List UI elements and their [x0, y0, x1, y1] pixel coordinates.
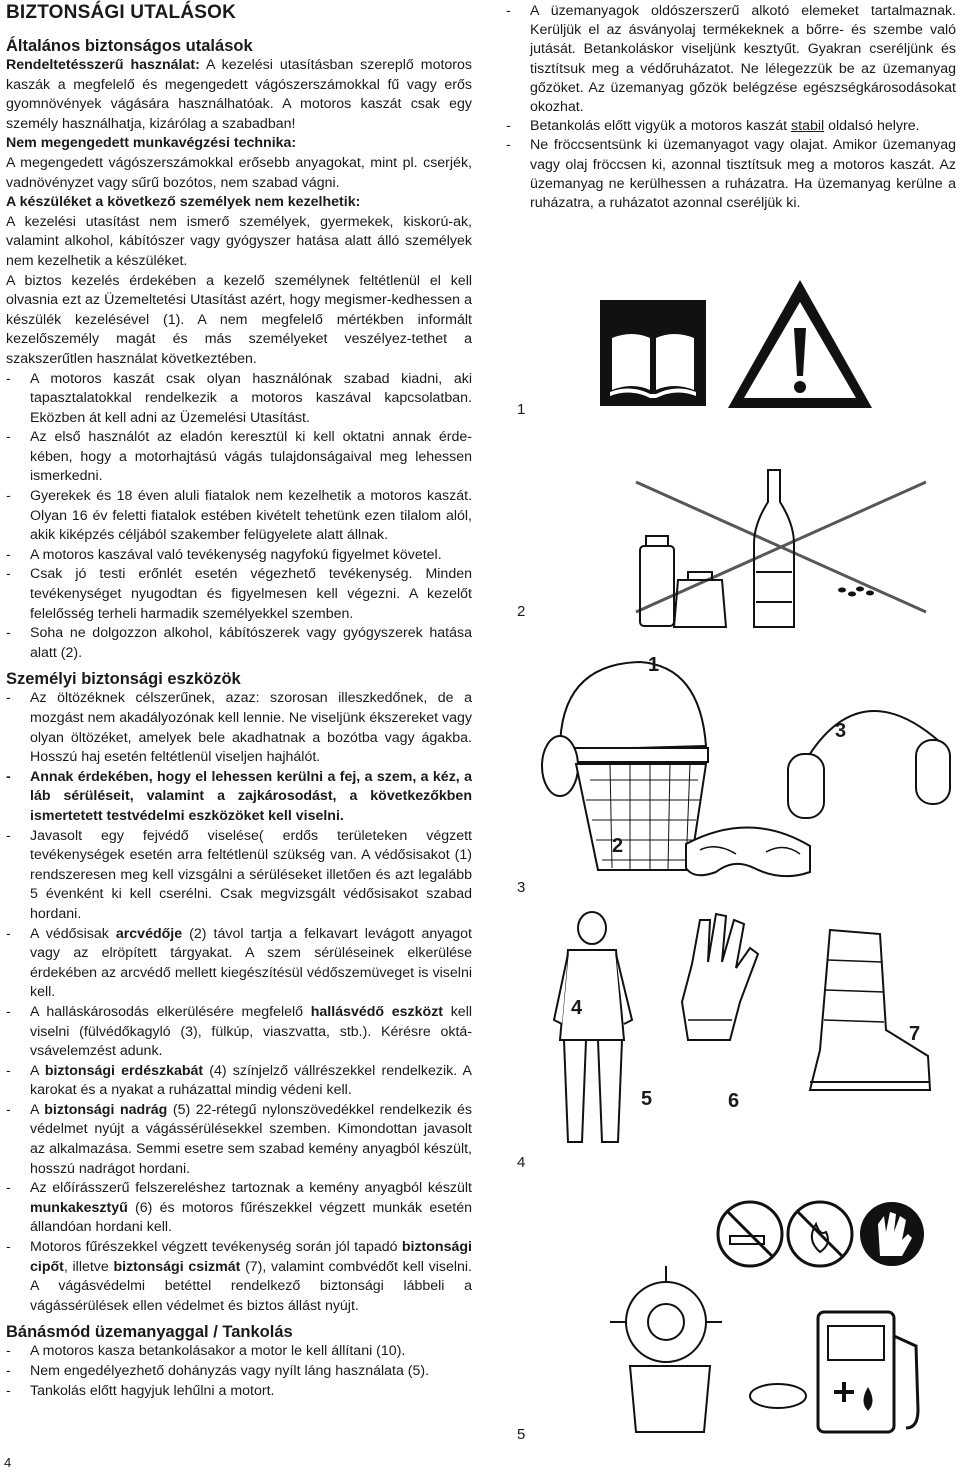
callout-2: 2 — [612, 835, 624, 857]
medicine-bottle-icon — [640, 536, 726, 627]
list-item: - Motoros fűrészekkel végzett tevékenység során jól tapadó biztonsági cipőt, illetve biztonsági csizmát (7), valamint combvédőt kell viselni. A vágásvédelmi betéttel rendelkező biztonsági lábbeli a vágássérülések ellen védelmet és biztos állást nyújt. — [6, 1239, 472, 1314]
no-smoking-icon — [718, 1202, 782, 1266]
list-item: - A biztonsági erdészkabát (4) színjelző vállrészekkel rendelkezik. A karokat és a nyakat a ruházattal mindig védeni kell. — [6, 1062, 472, 1099]
figure-3-label: 3 — [517, 879, 526, 896]
figure-4-label: 4 — [517, 1154, 526, 1171]
safety-reading-text: A biztos kezelés érdekében a kezelő személynek feltétlenül el kell olvasnia ezt az Üzemeltetési Utasítást azért, hogy megismer-kedhessen a készülék kezelésével (1). A nem megfelelő mértékben informált kezelőszemély magát és más személyeket veszélyez-tethet a szakszerűtlen használat következtében. — [6, 272, 472, 367]
worker-icon — [554, 912, 632, 1142]
right-column — [506, 2, 956, 213]
pills-icon — [838, 587, 874, 597]
list-item: - Tankolás előtt hagyjuk lehűlni a motort. — [6, 1382, 275, 1399]
goggles-icon — [686, 827, 810, 876]
figure-2-label: 2 — [517, 603, 526, 620]
list-item: - Csak jó testi erőnlét esetén végezhető tevékenység. Minden tevékenységet nyugodtan és figyelmesen kell végezni. A kezelőt felelősség terheli harmadik személyekkel szemben. — [6, 566, 472, 622]
fuel-handling-heading: Bánásmód üzemanyaggal / Tankolás — [6, 1323, 293, 1342]
figure-5-label: 5 — [517, 1426, 526, 1443]
list-item: - A védősisak arcvédője (2) távol tartja a felkavart levágott anyagot vagy az elröpített tárgyakat. A szem sérüléseinek elkerülése érdekében az arcvédő mellett kiegészítésül védőszemüveget is viselni kell. — [6, 925, 472, 1001]
left-column — [6, 2, 472, 1401]
callout-4: 4 — [571, 997, 583, 1019]
manual-warning-figure — [590, 268, 880, 418]
wear-gloves-icon — [860, 1202, 924, 1266]
warning-icon — [728, 280, 872, 408]
list-item: - A motoros kaszát csak olyan használónak szabad kiadni, aki tapasztalatokkal rendelkezik a motoros kaszával kapcsolatban. Eközben át kell adni az Üzemelési Utasítást. — [6, 370, 472, 426]
general-safety-list — [6, 370, 472, 664]
ppe-heading: Személyi biztonsági eszközök — [6, 670, 241, 689]
restricted-persons-heading: A készüléket a következő személyek nem kezelhetik: — [6, 194, 361, 211]
list-item: - A üzemanyagok oldószerszerű alkotó elemeket tartalmaznak. Kerüljük el az ásványolaj termékeknek a bőrre- és szembe való jutását. Betankoláskor viseljünk kesztyűt. Gyakran cseréljünk és tisztítsuk meg a védőruházatot. Ne lélegezzük be az üzemanyag gőzöket. Az üzemanyag gőzök belégzése egészségkárosodásokat okozhat. — [506, 3, 956, 116]
list-item: - A motoros kaszával való tevékenység nagyfokú figyelmet követel. — [6, 546, 442, 563]
intended-use-paragraph — [6, 56, 472, 134]
helmet-visor-icon — [542, 662, 708, 870]
engine-icon — [610, 1266, 806, 1432]
ppe-body-figure — [540, 910, 940, 1150]
callout-3: 3 — [835, 720, 847, 742]
figure-1-label: 1 — [517, 401, 526, 418]
list-item: - A halláskárosodás elkerülésére megfelelő hallásvédő eszközt kell viselni (fülvédőkagyló (3), fülkúp, viaszvatta, stb.). Kérésre oktá-vsávelemzést adunk. — [6, 1003, 473, 1060]
glove-icon — [682, 914, 758, 1040]
fueling-figure — [600, 1196, 940, 1456]
intended-use-lead: Rendeltetésszerű használat: — [6, 57, 200, 73]
list-item: - Gyerekek és 18 éven aluli fiatalok nem kezelhetik a motoros kaszát. Olyan 16 év feletti fiatalok estében kivételt tehetünk ezen tilalom alól, akik kiképzés céljából szakember felügyelete alatt állnak. — [6, 488, 472, 544]
callout-1: 1 — [648, 654, 660, 676]
callout-5: 5 — [641, 1088, 653, 1110]
ppe-list — [6, 689, 472, 1316]
no-open-flame-icon — [788, 1202, 852, 1266]
list-item: - Betankolás előtt vigyük a motoros kaszát stabil oldalsó helyre. — [506, 118, 920, 135]
intended-use-text: A kezelési utasításban szereplő motoros kaszák a megfelelő és megengedett vágószerszámokkal fű vagy erős gyomnövények vágására használhatóak. A motoros kaszát csak egy személy használhatja, kizárólag a szabadban! — [6, 57, 472, 132]
fuel-pump-icon — [818, 1312, 918, 1432]
list-item: - Az első használót az eladón keresztül ki kell oktatni annak érde-kében, hogy a motorhajtású vágás tulajdonságaival meg lehessen ismerkedni. — [6, 429, 472, 485]
list-item: - A biztonsági nadrág (5) 22-rétegű nylonszövedékkel rendelkezik és védelmet nyújt a vágássérülésekkel szemben. Kimondottan javasolt az alkalmazása. Semmi esetre sem szabad kemény anyagból készült, hosszú nadrágot hordani. — [6, 1101, 472, 1177]
no-alcohol-figure — [630, 462, 930, 632]
callout-7: 7 — [909, 1023, 921, 1045]
boot-icon — [810, 930, 930, 1090]
list-item: - Soha ne dolgozzon alkohol, kábítószerek vagy gyógyszerek hatása alatt (2). — [6, 625, 472, 661]
forbidden-technique-text: A megengedett vágószerszámokkal erősebb anyagokat, mint pl. cserjék, vadnövényzet vagy sűrű bozótos, nem szabad vágni. — [6, 154, 472, 191]
general-safety-heading: Általános biztonságos utalások — [6, 37, 253, 55]
list-item: - Az előírásszerű felszereléshez tartoznak a kemény anyagból készült munkakesztyű (6) és motoros fűrészekkel végzett munkák esetén állandóan hordani kell. — [6, 1180, 472, 1236]
list-item: - Annak érdekében, hogy el lehessen kerülni a fej, a szem, a kéz, a láb sérüléseit, valamint a zajkárosodást, a következőkben ismertetett testvédelmi eszközöket kell viselni. — [6, 768, 472, 824]
list-item: - A motoros kasza betankolásakor a motor le kell állítani (10). — [6, 1343, 406, 1360]
forbidden-technique-heading: Nem megengedett munkavégzési technika: — [6, 135, 297, 152]
callout-6: 6 — [728, 1090, 740, 1112]
fuel-list — [6, 1342, 472, 1401]
list-item: - Ne fröccsentsünk ki üzemanyagot vagy olajat. Amikor üzemanyag vagy olaj fröccsen ki, azonnal tisztítsuk meg a motoros kaszát. Az üzemanyag ne kerülhessen a ruházatra. Ha üzemanyag kerülne a ruházatra, a ruházatot azonnal cseréljük ki. — [506, 137, 956, 212]
restricted-persons-text: A kezelési utasítást nem ismerő személyek, gyermekek, kiskorú-ak, valamint alkohol, kábítószer vagy gyógyszer hatása alatt álló személyek nem kezelhetik a készüléket. — [6, 213, 472, 269]
fuel-safety-list — [506, 2, 956, 213]
list-item: - Az öltözéknek célszerűnek, azaz: szorosan illeszkedőnek, de a mozgást nem akadályozónak kell lennie. Ne viseljünk ékszereket vagy olyan öltözéket, amelyek bele akadhatnak a bozótba vagy ágakba. Hosszú haj esetén feltétlenül viseljen hajhálót. — [6, 690, 472, 766]
ppe-head-figure — [520, 650, 960, 890]
list-item: - Javasolt egy fejvédő viselése( erdős területeken végzett tevékenységek esetén arra feltétlenül szükség van. A védősisakot (1) rendszeresen meg kell vizsgálni a sérüléseket illetően és azt legalább 5 évenként ki kell cserélni. Csak megvizsgált védősisakot szabad hordani. — [6, 827, 472, 922]
list-item: - Nem engedélyezhető dohányzás vagy nyílt láng használata (5). — [6, 1363, 430, 1379]
page-number: 4 — [4, 1455, 12, 1470]
earmuffs-icon — [788, 711, 950, 818]
read-manual-icon — [600, 300, 706, 406]
page-title: BIZTONSÁGI UTALÁSOK — [6, 2, 237, 23]
